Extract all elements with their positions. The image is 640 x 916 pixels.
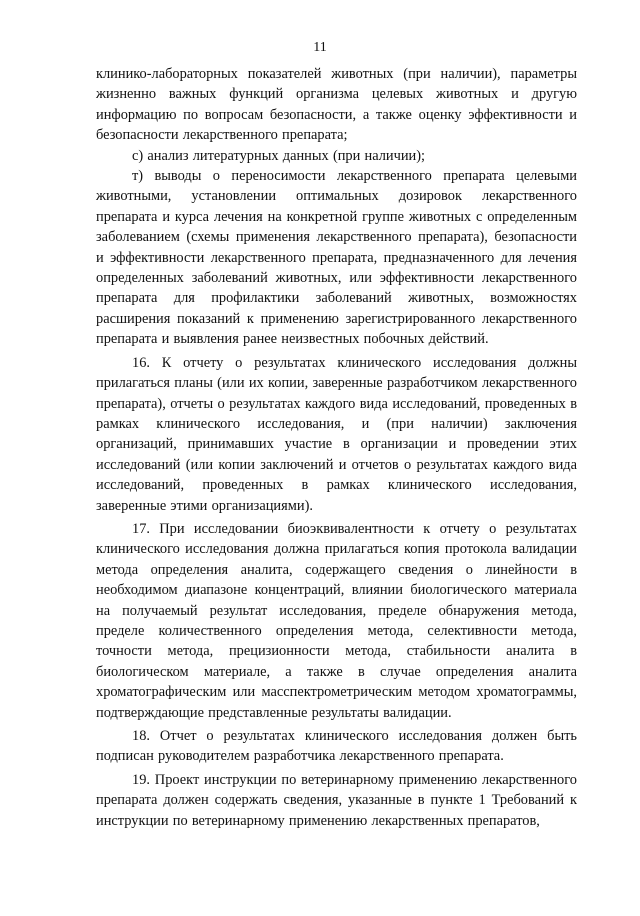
paragraph-item-s: с) анализ литературных данных (при наличии); <box>132 147 426 164</box>
paragraph-item-t: т) выводы о переносимости лекарственного препарата целевыми животными, установлении оптимальных дозировок лекарственного препарата и курса лечения на конкретной группе животных с определенным заболеванием (схемы применения лекарственного препарата), безопасности и эффективности лекарственного препарата, предназначенного для лечения определенных заболеваний животных, или эффективности лекарственного препарата для профилактики заболеваний животных, возможностях расширения показаний к применению зарегистрированного лекарственного препарата и выявления ранее неизвестных побочных действий. <box>96 168 577 348</box>
paragraph-18: 18. Отчет о результатах клинического исследования должен быть подписан руководителем разработчика лекарственного препарата. <box>96 728 577 765</box>
paragraph-continuation: клинико-лабораторных показателей животных (при наличии), параметры жизненно важных функций организма целевых животных и другую информацию по вопросам безопасности, а также оценку эффективности и безопасности лекарственного препарата; <box>96 66 577 144</box>
paragraph-16: 16. К отчету о результатах клинического исследования должны прилагаться планы (или их копии, заверенные разработчиком лекарственного препарата), отчеты о результатах каждого вида исследований, проведенных в рамках клинического исследования, и (при наличии) заключения организаций, принимавших участие в организации и проведении этих исследований (или копии заключений и отчетов о результатах каждого вида исследований, проведенных в рамках клинического исследования, заверенные этими организациями). <box>96 354 577 514</box>
page-number: 11 <box>313 40 327 55</box>
document-body <box>96 64 577 831</box>
paragraph-17: 17. При исследовании биоэквивалентности к отчету о результатах клинического исследования должна прилагаться копия протокола валидации метода определения аналита, содержащего сведения о линейности в необходимом диапазоне концентраций, влиянии биологического материала на получаемый результат исследования, пределе обнаружения метода, пределе количественного определения метода, селективности метода, точности метода, прецизионности метода, стабильности аналита в биологическом материале, а также в случае определения аналита хроматографическим или масспектрометрическим методом хроматограммы, подтверждающие представленные результаты валидации. <box>96 520 577 721</box>
paragraph-19: 19. Проект инструкции по ветеринарному применению лекарственного препарата должен содержать сведения, указанные в пункте 1 Требований к инструкции по ветеринарному применению лекарственных препаратов, <box>96 771 577 829</box>
